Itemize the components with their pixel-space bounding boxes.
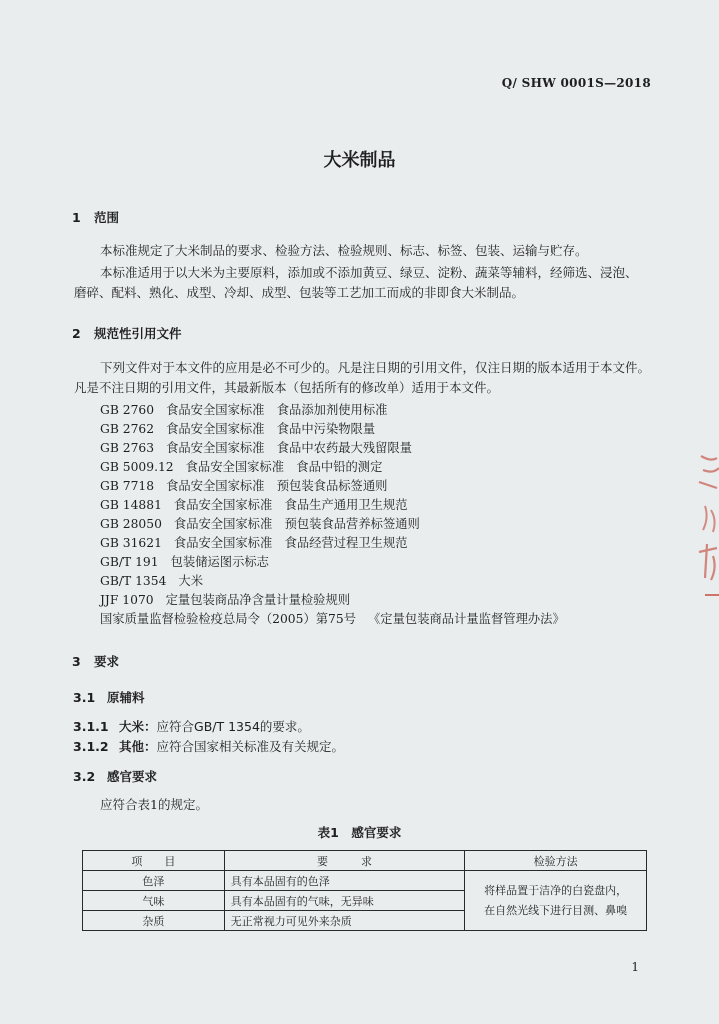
section-1-heading <box>72 208 119 226</box>
reference-item: GB 2760 食品安全国家标准 食品添加剂使用标准 <box>100 403 388 417</box>
reference-item: GB 2763 食品安全国家标准 食品中农药最大残留限量 <box>100 441 413 455</box>
section-2-heading <box>72 324 182 342</box>
section-number: 3 <box>72 654 81 669</box>
section-number: 1 <box>72 210 81 225</box>
paragraph-line: 凡是不注日期的引用文件，其最新版本（包括所有的修改单）适用于本文件。 <box>74 380 500 395</box>
seal-stamp-fragment <box>691 448 719 598</box>
paragraph-line: 本标准适用于以大米为主要原料，添加或不添加黄豆、绿豆、淀粉、蔬菜等辅料，经筛选、浸泡、 <box>100 265 638 280</box>
table-cell-item: 色泽 <box>83 871 225 891</box>
table-header-row <box>83 851 647 871</box>
document-code: Q/ SHW 0001S—2018 <box>501 76 651 90</box>
table-header-cell: 检验方法 <box>465 851 647 871</box>
table-row <box>83 871 647 891</box>
section-title: 范围 <box>94 210 120 225</box>
reference-item: GB 14881 食品安全国家标准 食品生产通用卫生规范 <box>100 498 408 512</box>
reference-item: GB/T 191 包装储运图示标志 <box>100 555 269 569</box>
table-header-cell: 项 目 <box>83 851 225 871</box>
reference-item: JJF 1070 定量包装商品净含量计量检验规则 <box>100 593 351 607</box>
table-cell-method <box>465 871 647 931</box>
seal-stamp-icon <box>691 448 719 598</box>
reference-item: GB 31621 食品安全国家标准 食品经营过程卫生规范 <box>100 536 408 550</box>
reference-item: GB 28050 食品安全国家标准 预包装食品营养标签通则 <box>100 517 420 531</box>
paragraph-line: 下列文件对于本文件的应用是必不可少的。凡是注日期的引用文件，仅注日期的版本适用于本文件。 <box>100 360 651 375</box>
paragraph-line: 本标准规定了大米制品的要求、检验方法、检验规则、标志、标签、包装、运输与贮存。 <box>100 243 588 258</box>
sensory-requirements-table <box>82 850 647 931</box>
reference-item: GB/T 1354 大米 <box>100 574 204 588</box>
section-title: 要求 <box>94 654 120 669</box>
method-line: 将样品置于洁净的白瓷盘内， <box>484 883 628 897</box>
table-cell-item: 气味 <box>83 891 225 911</box>
section-3-heading <box>72 652 119 670</box>
paragraph-line: 磨碎、配料、熟化、成型、冷却、成型、包装等工艺加工而成的非即食大米制品。 <box>74 285 525 300</box>
section-number: 2 <box>72 326 81 341</box>
method-line: 在自然光线下进行目测、鼻嗅 <box>484 903 628 917</box>
table-cell-requirement: 具有本品固有的气味，无异味 <box>224 891 465 911</box>
table-cell-item: 杂质 <box>83 911 225 931</box>
table-cell-requirement: 具有本品固有的色泽 <box>224 871 465 891</box>
clause-3-1-2: 3.1.2 其他：应符合国家相关标准及有关规定。 <box>73 739 345 754</box>
subsection-3-2-heading: 3.2 感官要求 <box>73 769 158 784</box>
paragraph-line: 应符合表1的规定。 <box>100 797 208 812</box>
reference-item: GB 2762 食品安全国家标准 食品中污染物限量 <box>100 422 376 436</box>
subsection-3-1-heading: 3.1 原辅料 <box>73 690 145 705</box>
seal-stamp-mark <box>705 594 719 596</box>
reference-item: GB 7718 食品安全国家标准 预包装食品标签通则 <box>100 479 388 493</box>
reference-item: GB 5009.12 食品安全国家标准 食品中铅的测定 <box>100 460 383 474</box>
table-caption: 表1 感官要求 <box>317 825 402 840</box>
clause-3-1-1: 3.1.1 大米：应符合GB/T 1354的要求。 <box>73 719 310 734</box>
table-cell-requirement: 无正常视力可见外来杂质 <box>224 911 465 931</box>
reference-item: 国家质量监督检验检疫总局令（2005）第75号 《定量包装商品计量监督管理办法》 <box>100 612 565 626</box>
document-title: 大米制品 <box>323 150 396 171</box>
page-number: 1 <box>631 960 639 974</box>
table-header-cell: 要 求 <box>224 851 465 871</box>
section-title: 规范性引用文件 <box>94 326 182 341</box>
